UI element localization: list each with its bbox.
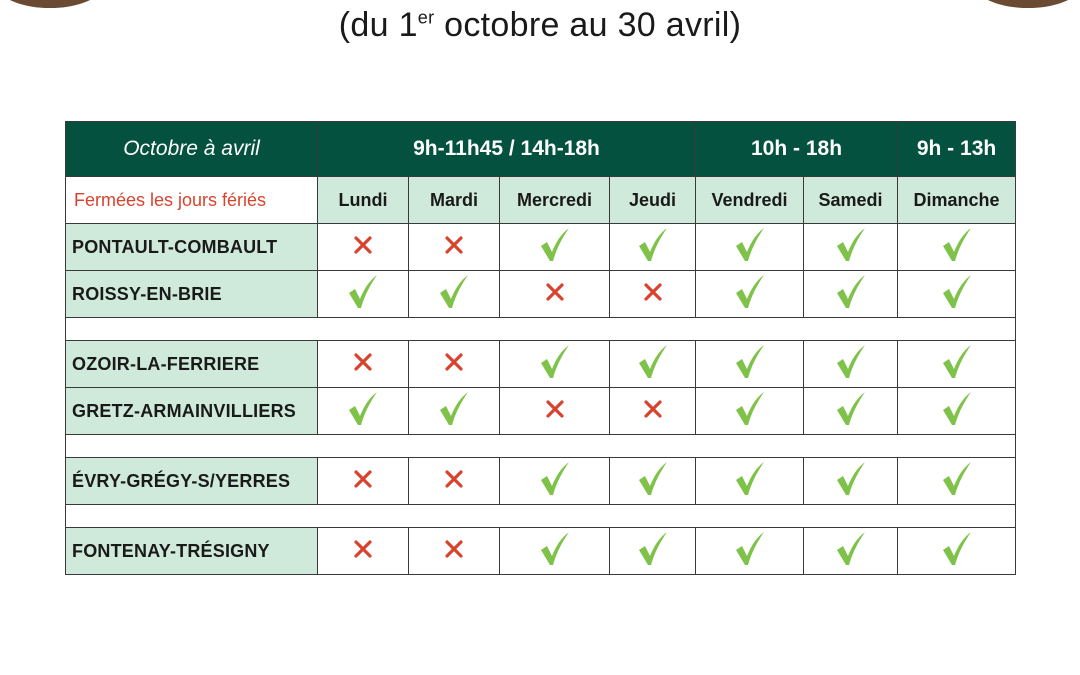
hours-fri-sat: 10h - 18h [696, 122, 898, 177]
status-cell [696, 528, 804, 575]
schedule-table [65, 121, 1016, 575]
check-icon [733, 344, 767, 380]
check-icon [538, 227, 572, 263]
cross-icon [354, 236, 372, 254]
status-cell [610, 341, 696, 388]
day-mercredi: Mercredi [500, 177, 610, 224]
town-name: PONTAULT-COMBAULT [66, 224, 318, 271]
period-subtitle [0, 6, 1080, 45]
check-icon [733, 391, 767, 427]
day-samedi: Samedi [804, 177, 898, 224]
cross-icon [354, 540, 372, 558]
days-header-row [66, 177, 1016, 224]
day-vendredi: Vendredi [696, 177, 804, 224]
cross-icon [644, 400, 662, 418]
status-cell [898, 271, 1016, 318]
cross-icon [644, 283, 662, 301]
holiday-note: Fermées les jours fériés [66, 177, 318, 224]
spacer-cell [66, 505, 1016, 528]
check-icon [834, 344, 868, 380]
check-icon [834, 531, 868, 567]
status-cell [318, 224, 409, 271]
status-cell [409, 224, 500, 271]
check-icon [733, 531, 767, 567]
cross-icon [546, 400, 564, 418]
status-cell [409, 388, 500, 435]
town-row [66, 271, 1016, 318]
day-mardi: Mardi [409, 177, 500, 224]
status-cell [610, 388, 696, 435]
check-icon [733, 461, 767, 497]
group-spacer-row [66, 318, 1016, 341]
check-icon [834, 461, 868, 497]
check-icon [636, 227, 670, 263]
hours-header-row [66, 122, 1016, 177]
subtitle-sup: er [417, 7, 435, 28]
status-cell [610, 224, 696, 271]
check-icon [940, 461, 974, 497]
day-dimanche: Dimanche [898, 177, 1016, 224]
check-icon [940, 531, 974, 567]
status-cell [898, 528, 1016, 575]
check-icon [538, 461, 572, 497]
status-cell [318, 528, 409, 575]
status-cell [804, 388, 898, 435]
status-cell [804, 458, 898, 505]
check-icon [437, 391, 471, 427]
status-cell [500, 271, 610, 318]
check-icon [636, 344, 670, 380]
check-icon [538, 531, 572, 567]
status-cell [610, 458, 696, 505]
status-cell [804, 528, 898, 575]
check-icon [733, 274, 767, 310]
day-lundi: Lundi [318, 177, 409, 224]
status-cell [696, 388, 804, 435]
status-cell [318, 271, 409, 318]
status-cell [804, 224, 898, 271]
check-icon [636, 461, 670, 497]
check-icon [346, 274, 380, 310]
status-cell [500, 458, 610, 505]
town-name: ÉVRY-GRÉGY-S/YERRES [66, 458, 318, 505]
status-cell [610, 271, 696, 318]
subtitle-prefix: (du 1 [338, 6, 418, 44]
town-row [66, 388, 1016, 435]
day-jeudi: Jeudi [610, 177, 696, 224]
cross-icon [354, 470, 372, 488]
town-name: GRETZ-ARMAINVILLIERS [66, 388, 318, 435]
cross-icon [445, 470, 463, 488]
check-icon [834, 391, 868, 427]
status-cell [898, 458, 1016, 505]
spacer-cell [66, 435, 1016, 458]
status-cell [318, 341, 409, 388]
check-icon [733, 227, 767, 263]
group-spacer-row [66, 435, 1016, 458]
check-icon [538, 344, 572, 380]
status-cell [409, 528, 500, 575]
status-cell [804, 341, 898, 388]
status-cell [696, 271, 804, 318]
town-name: ROISSY-EN-BRIE [66, 271, 318, 318]
check-icon [437, 274, 471, 310]
spacer-cell [66, 318, 1016, 341]
status-cell [804, 271, 898, 318]
cross-icon [445, 353, 463, 371]
cross-icon [445, 236, 463, 254]
subtitle-suffix: octobre au 30 avril) [434, 6, 742, 44]
check-icon [940, 391, 974, 427]
town-row [66, 528, 1016, 575]
status-cell [898, 224, 1016, 271]
status-cell [500, 224, 610, 271]
town-row [66, 224, 1016, 271]
status-cell [696, 224, 804, 271]
status-cell [898, 388, 1016, 435]
town-name: FONTENAY-TRÉSIGNY [66, 528, 318, 575]
check-icon [346, 391, 380, 427]
status-cell [696, 341, 804, 388]
check-icon [834, 227, 868, 263]
cross-icon [445, 540, 463, 558]
status-cell [500, 341, 610, 388]
status-cell [500, 388, 610, 435]
status-cell [696, 458, 804, 505]
hours-sunday: 9h - 13h [898, 122, 1016, 177]
town-row [66, 458, 1016, 505]
season-label: Octobre à avril [66, 122, 318, 177]
town-name: OZOIR-LA-FERRIERE [66, 341, 318, 388]
check-icon [834, 274, 868, 310]
check-icon [940, 344, 974, 380]
status-cell [898, 341, 1016, 388]
hours-weekdays: 9h-11h45 / 14h-18h [318, 122, 696, 177]
check-icon [636, 531, 670, 567]
check-icon [940, 274, 974, 310]
town-row [66, 341, 1016, 388]
status-cell [409, 271, 500, 318]
status-cell [318, 458, 409, 505]
status-cell [500, 528, 610, 575]
check-icon [940, 227, 974, 263]
cross-icon [354, 353, 372, 371]
cross-icon [546, 283, 564, 301]
group-spacer-row [66, 505, 1016, 528]
status-cell [610, 528, 696, 575]
status-cell [318, 388, 409, 435]
status-cell [409, 458, 500, 505]
status-cell [409, 341, 500, 388]
